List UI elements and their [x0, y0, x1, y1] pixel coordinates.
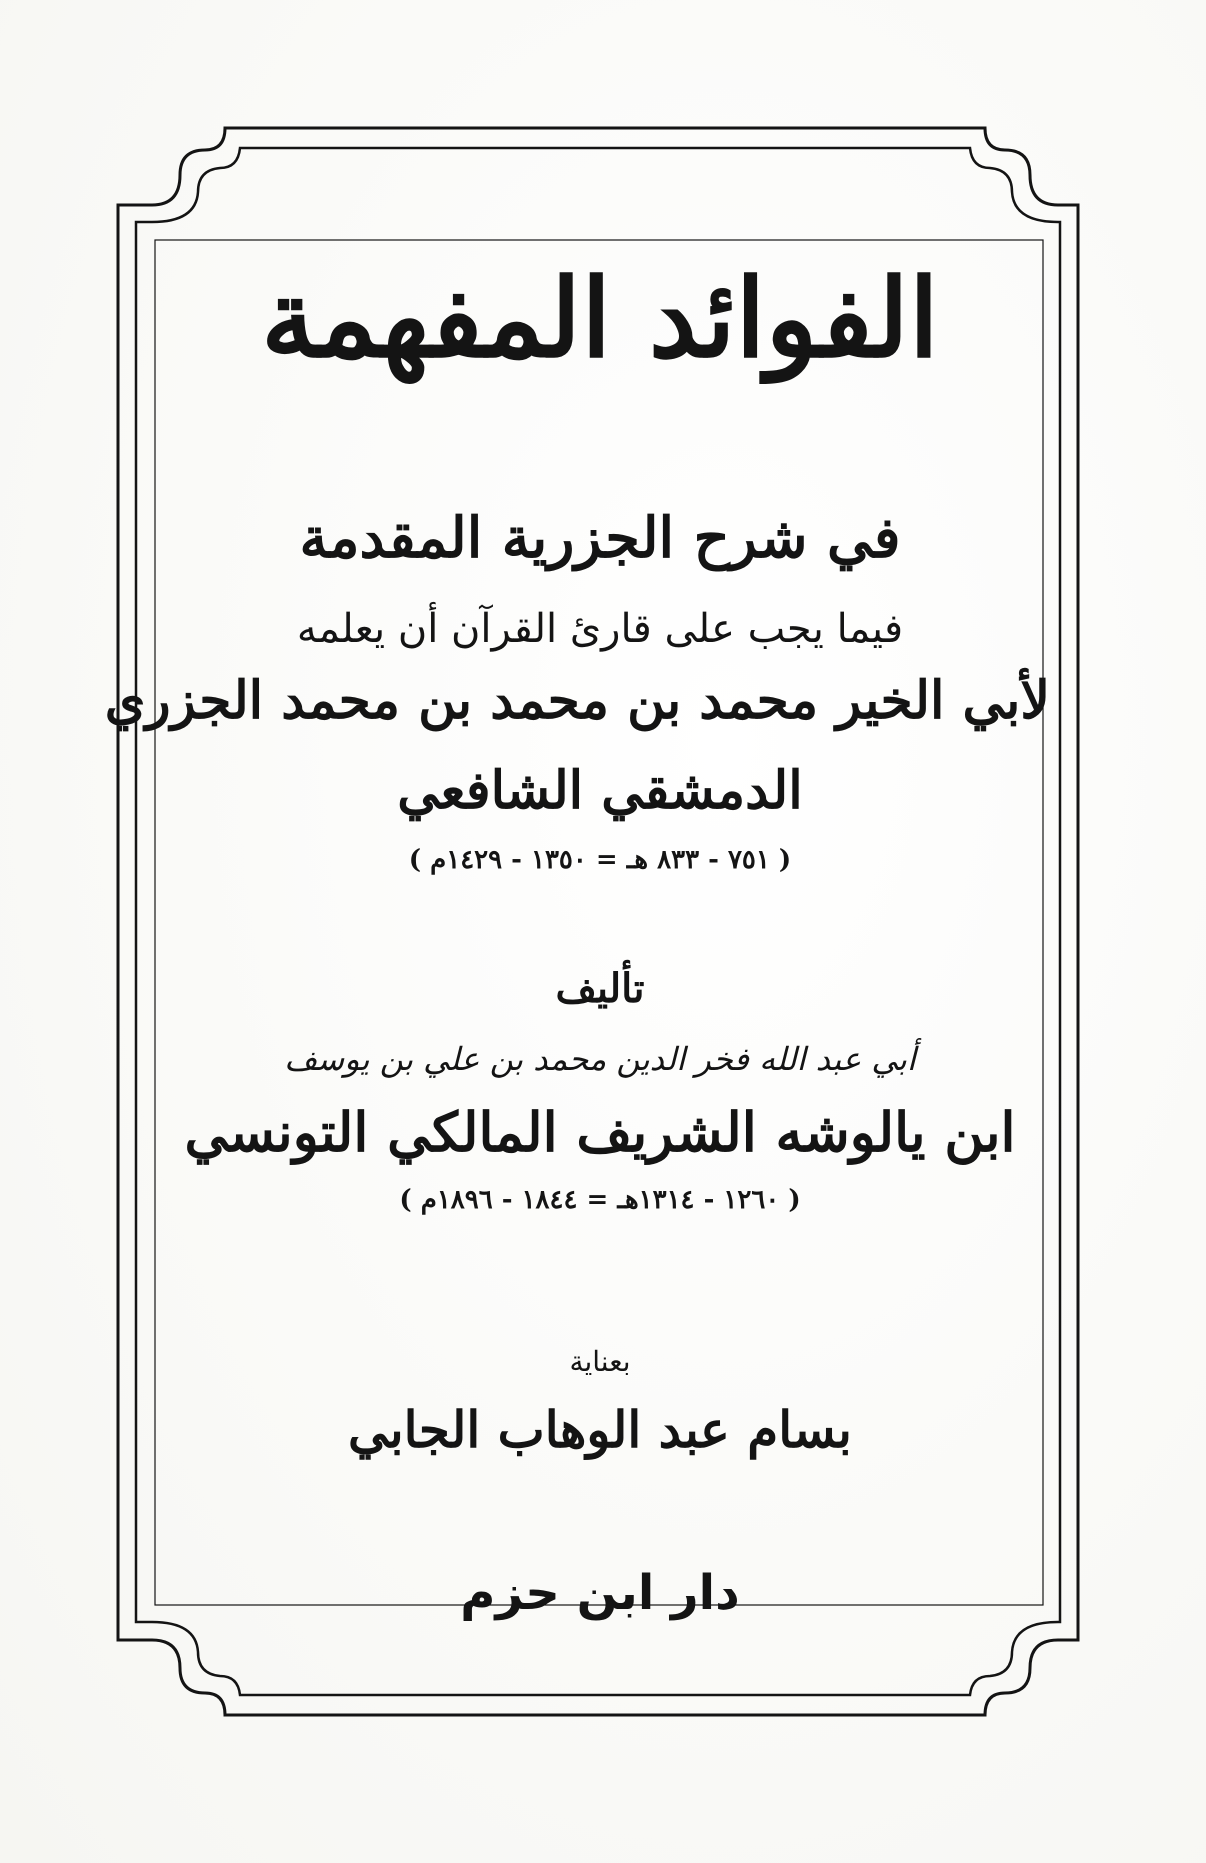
title-page-content [104, 220, 1050, 1660]
original-author-nisba: الدمشقي الشافعي [397, 760, 803, 821]
book-subtitle: في شرح الجزرية المقدمة [299, 505, 901, 571]
original-author-dates: ( ٧٥١ - ٨٣٣ هـ = ١٣٥٠ - ١٤٢٩م ) [408, 845, 792, 875]
book-title: الفوائد المفهمة [261, 256, 939, 382]
book-subject: فيما يجب على قارئ القرآن أن يعلمه [296, 606, 904, 652]
editor-name: بسام عبد الوهاب الجابي [348, 1400, 852, 1459]
commentator-dates: ( ١٢٦٠ - ١٣١٤هـ = ١٨٤٤ - ١٨٩٦م ) [399, 1185, 801, 1215]
edited-by-label: بعناية [569, 1345, 631, 1378]
commentator-name: ابن يالوشه الشريف المالكي التونسي [184, 1100, 1016, 1164]
publisher-name: دار ابن حزم [460, 1565, 740, 1621]
authorship-label: تأليف [555, 965, 645, 1012]
original-author: لأبي الخير محمد بن محمد بن محمد الجزري [104, 670, 1050, 731]
commentator-kunya: أبي عبد الله فخر الدين محمد بن علي بن يوسف [284, 1040, 916, 1078]
